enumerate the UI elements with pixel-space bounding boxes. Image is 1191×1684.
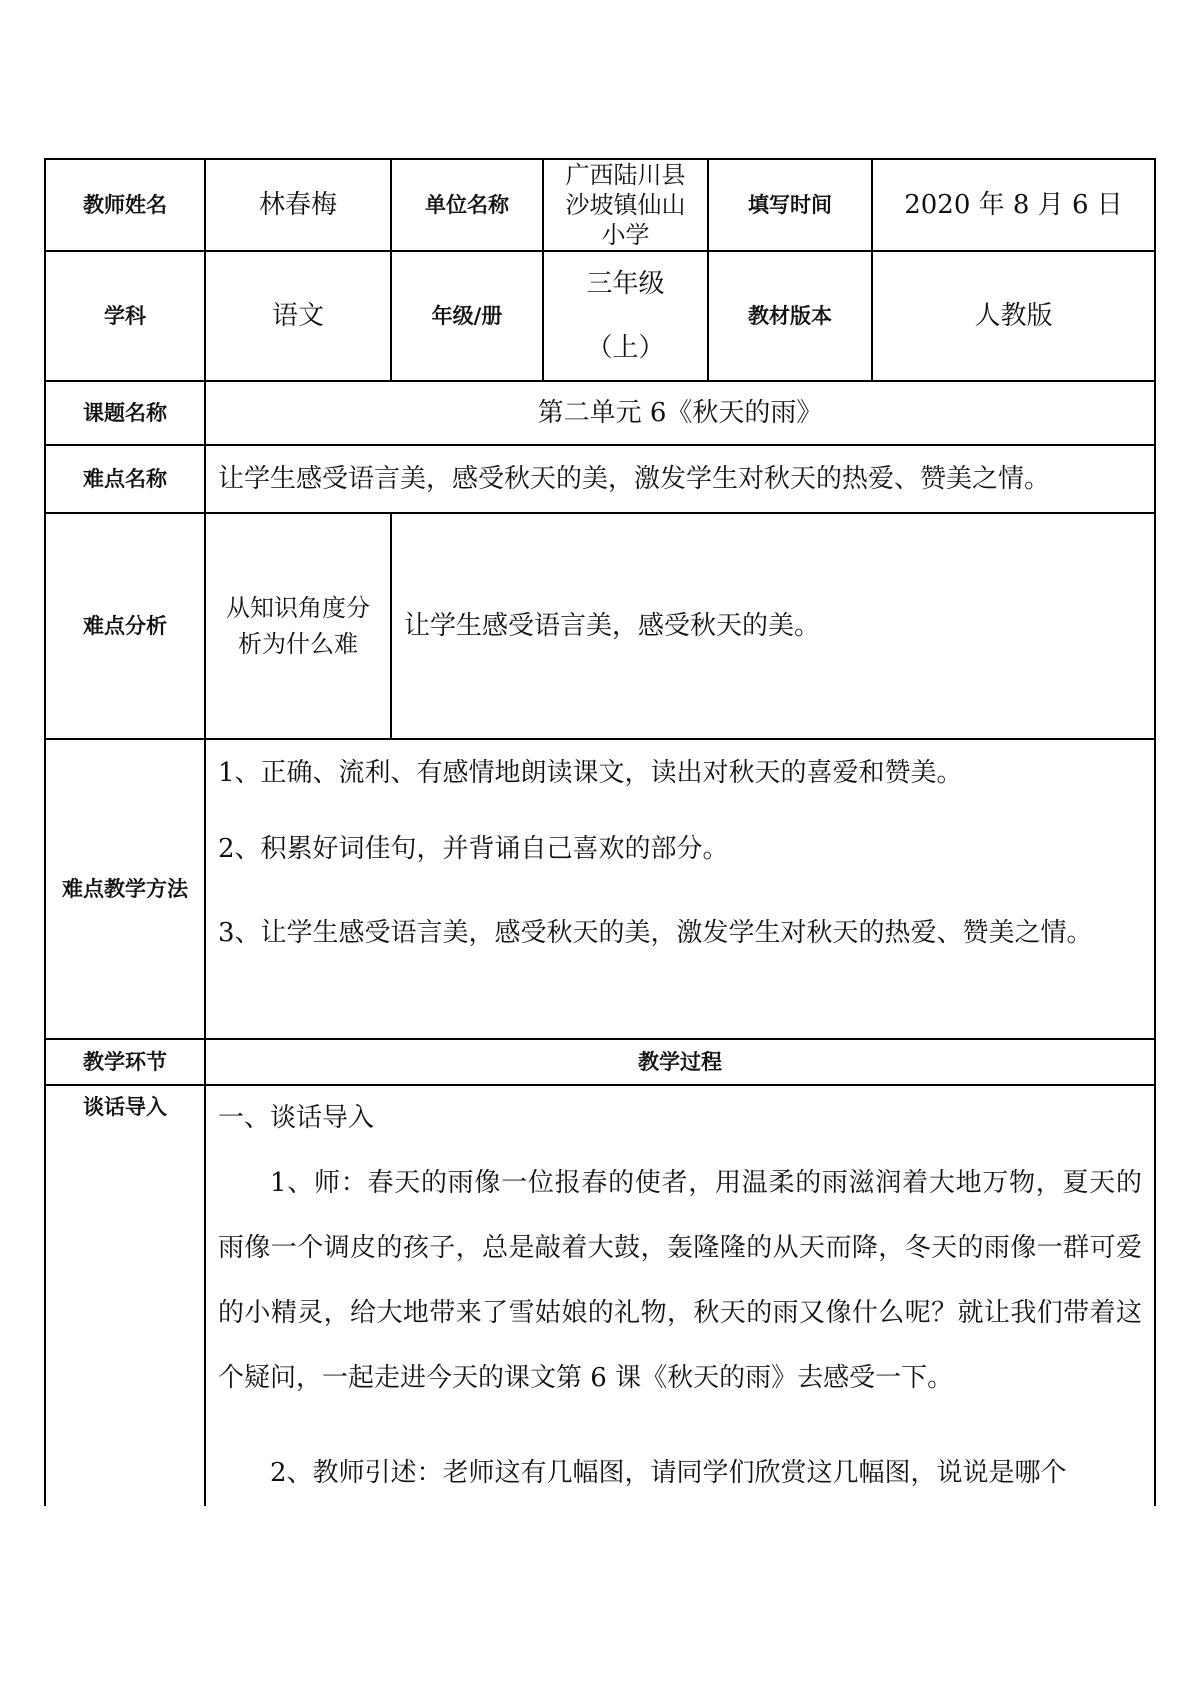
grade-label: 年级/册 bbox=[391, 251, 543, 381]
subject-value: 语文 bbox=[205, 251, 391, 381]
analysis-value: 让学生感受语言美，感受秋天的美。 bbox=[391, 513, 1154, 739]
method-item: 2、积累好词佳句，并背诵自己喜欢的部分。 bbox=[218, 834, 729, 864]
lesson-row bbox=[46, 381, 1154, 445]
process-heading: 一、谈话导入 bbox=[218, 1103, 375, 1133]
subject-label: 学科 bbox=[46, 251, 205, 381]
teacher-label: 教师姓名 bbox=[46, 160, 205, 251]
method-content bbox=[205, 739, 1154, 1039]
unit-value: 广西陆川县沙坡镇仙山小学 bbox=[543, 160, 708, 251]
analysis-label: 难点分析 bbox=[46, 513, 205, 739]
method-item: 3、让学生感受语言美，感受秋天的美，激发学生对秋天的热爱、赞美之情。 bbox=[218, 918, 1093, 948]
process-paragraph: 1、师：春天的雨像一位报春的使者，用温柔的雨滋润着大地万物，夏天的雨像一个调皮的孩子，总是敲着大鼓，轰隆隆的从天而降，冬天的雨像一群可爱的小精灵，给大地带来了雪姑娘的礼物，秋天的雨又像什么呢？就让我们带着这个疑问，一起走进今天的课文第 6 课《秋天的雨》去感受一下。 bbox=[218, 1168, 1142, 1393]
process-content bbox=[205, 1085, 1154, 1506]
process-row bbox=[46, 1085, 1154, 1506]
date-label: 填写时间 bbox=[708, 160, 872, 251]
grade-value bbox=[543, 251, 708, 381]
stage-header: 教学环节 bbox=[46, 1039, 205, 1085]
analysis-sub-label: 从知识角度分析为什么难 bbox=[205, 513, 391, 739]
teacher-value: 林春梅 bbox=[205, 160, 391, 251]
stage-name: 谈话导入 bbox=[46, 1085, 205, 1506]
difficulty-value: 让学生感受语言美，感受秋天的美，激发学生对秋天的热爱、赞美之情。 bbox=[205, 445, 1154, 513]
lesson-label: 课题名称 bbox=[46, 381, 205, 445]
lesson-value: 第二单元 6《秋天的雨》 bbox=[205, 381, 1154, 445]
lesson-plan-table bbox=[46, 160, 1154, 1506]
grade-value-line2: （上） bbox=[586, 333, 665, 363]
process-paragraph: 2、教师引述：老师这有几幅图，请同学们欣赏这几幅图，说说是哪个 bbox=[270, 1458, 1067, 1488]
difficulty-row bbox=[46, 445, 1154, 513]
analysis-row bbox=[46, 513, 1154, 739]
date-value: 2020 年 8 月 6 日 bbox=[872, 160, 1154, 251]
edition-label: 教材版本 bbox=[708, 251, 872, 381]
lesson-plan-sheet bbox=[44, 158, 1156, 1506]
grade-value-line1: 三年级 bbox=[586, 269, 665, 299]
header-row bbox=[46, 160, 1154, 251]
unit-label: 单位名称 bbox=[391, 160, 543, 251]
method-item: 1、正确、流利、有感情地朗读课文，读出对秋天的喜爱和赞美。 bbox=[218, 758, 963, 788]
method-label: 难点教学方法 bbox=[46, 739, 205, 1039]
method-row bbox=[46, 739, 1154, 1039]
process-header-row bbox=[46, 1039, 1154, 1085]
difficulty-label: 难点名称 bbox=[46, 445, 205, 513]
edition-value: 人教版 bbox=[872, 251, 1154, 381]
subject-row bbox=[46, 251, 1154, 381]
process-header: 教学过程 bbox=[205, 1039, 1154, 1085]
